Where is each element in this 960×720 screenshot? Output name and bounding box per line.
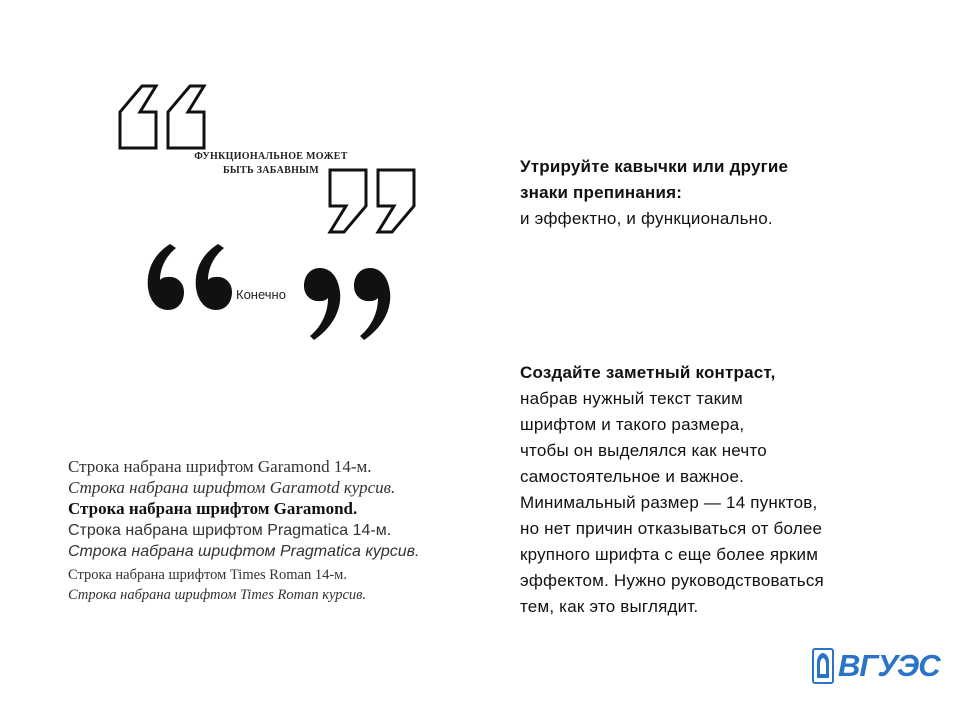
tip-quotes-heading-line: знаки препинания: bbox=[520, 183, 683, 202]
tip-contrast-body-line: набрав нужный текст таким bbox=[520, 389, 743, 408]
font-samples bbox=[68, 456, 508, 605]
solid-close-quote-icon bbox=[300, 266, 394, 344]
logo-text: ВГУЭС bbox=[838, 648, 940, 683]
caption-line-2: БЫТЬ ЗАБАВНЫМ bbox=[222, 165, 320, 176]
caption-line-1: ФУНКЦИОНАЛЬНОЕ МОЖЕТ bbox=[194, 151, 348, 162]
tip-quotes bbox=[520, 154, 788, 232]
sample-garamond-regular: Строка набрана шрифтом Garamond 14-м. bbox=[68, 457, 372, 476]
tip-contrast-body-line: эффектом. Нужно руководствоваться bbox=[520, 571, 824, 590]
sample-times-italic: Строка набрана шрифтом Times Roman курсив. bbox=[68, 587, 367, 603]
sample-pragmatica-regular: Строка набрана шрифтом Pragmatica 14-м. bbox=[68, 522, 392, 539]
tip-quotes-heading-line: Утрируйте кавычки или другие bbox=[520, 157, 789, 176]
solid-open-quote-icon bbox=[144, 240, 236, 312]
vguies-logo bbox=[812, 646, 940, 686]
tip-contrast-body-line: но нет причин отказываться от более bbox=[520, 519, 823, 538]
tip-quotes-body-line: и эффектно, и функционально. bbox=[520, 209, 773, 228]
tip-contrast-body-line: чтобы он выделялся как нечто bbox=[520, 441, 767, 460]
sample-pragmatica-italic: Строка набрана шрифтом Pragmatica курсив. bbox=[68, 543, 420, 560]
sample-garamond-italic: Строка набрана шрифтом Garamotd курсив. bbox=[68, 478, 396, 497]
tip-contrast-body-line: шрифтом и такого размера, bbox=[520, 415, 745, 434]
logo-emblem-icon bbox=[812, 648, 834, 684]
outline-open-quote-icon bbox=[116, 82, 212, 152]
tip-contrast-body-line: тем, как это выглядит. bbox=[520, 597, 699, 616]
tip-contrast-body-line: крупного шрифта с еще более ярким bbox=[520, 545, 819, 564]
tip-contrast bbox=[520, 360, 824, 620]
outline-close-quote-icon bbox=[326, 166, 422, 236]
tip-contrast-heading-line: Создайте заметный контраст, bbox=[520, 363, 776, 382]
sample-times-regular: Строка набрана шрифтом Times Roman 14-м. bbox=[68, 567, 347, 583]
tip-contrast-body-line: Минимальный размер — 14 пунктов, bbox=[520, 493, 818, 512]
sample-garamond-bold: Строка набрана шрифтом Garamond. bbox=[68, 499, 358, 518]
label-konechno: Конечно bbox=[236, 287, 286, 302]
tip-contrast-body-line: самостоятельное и важное. bbox=[520, 467, 745, 486]
